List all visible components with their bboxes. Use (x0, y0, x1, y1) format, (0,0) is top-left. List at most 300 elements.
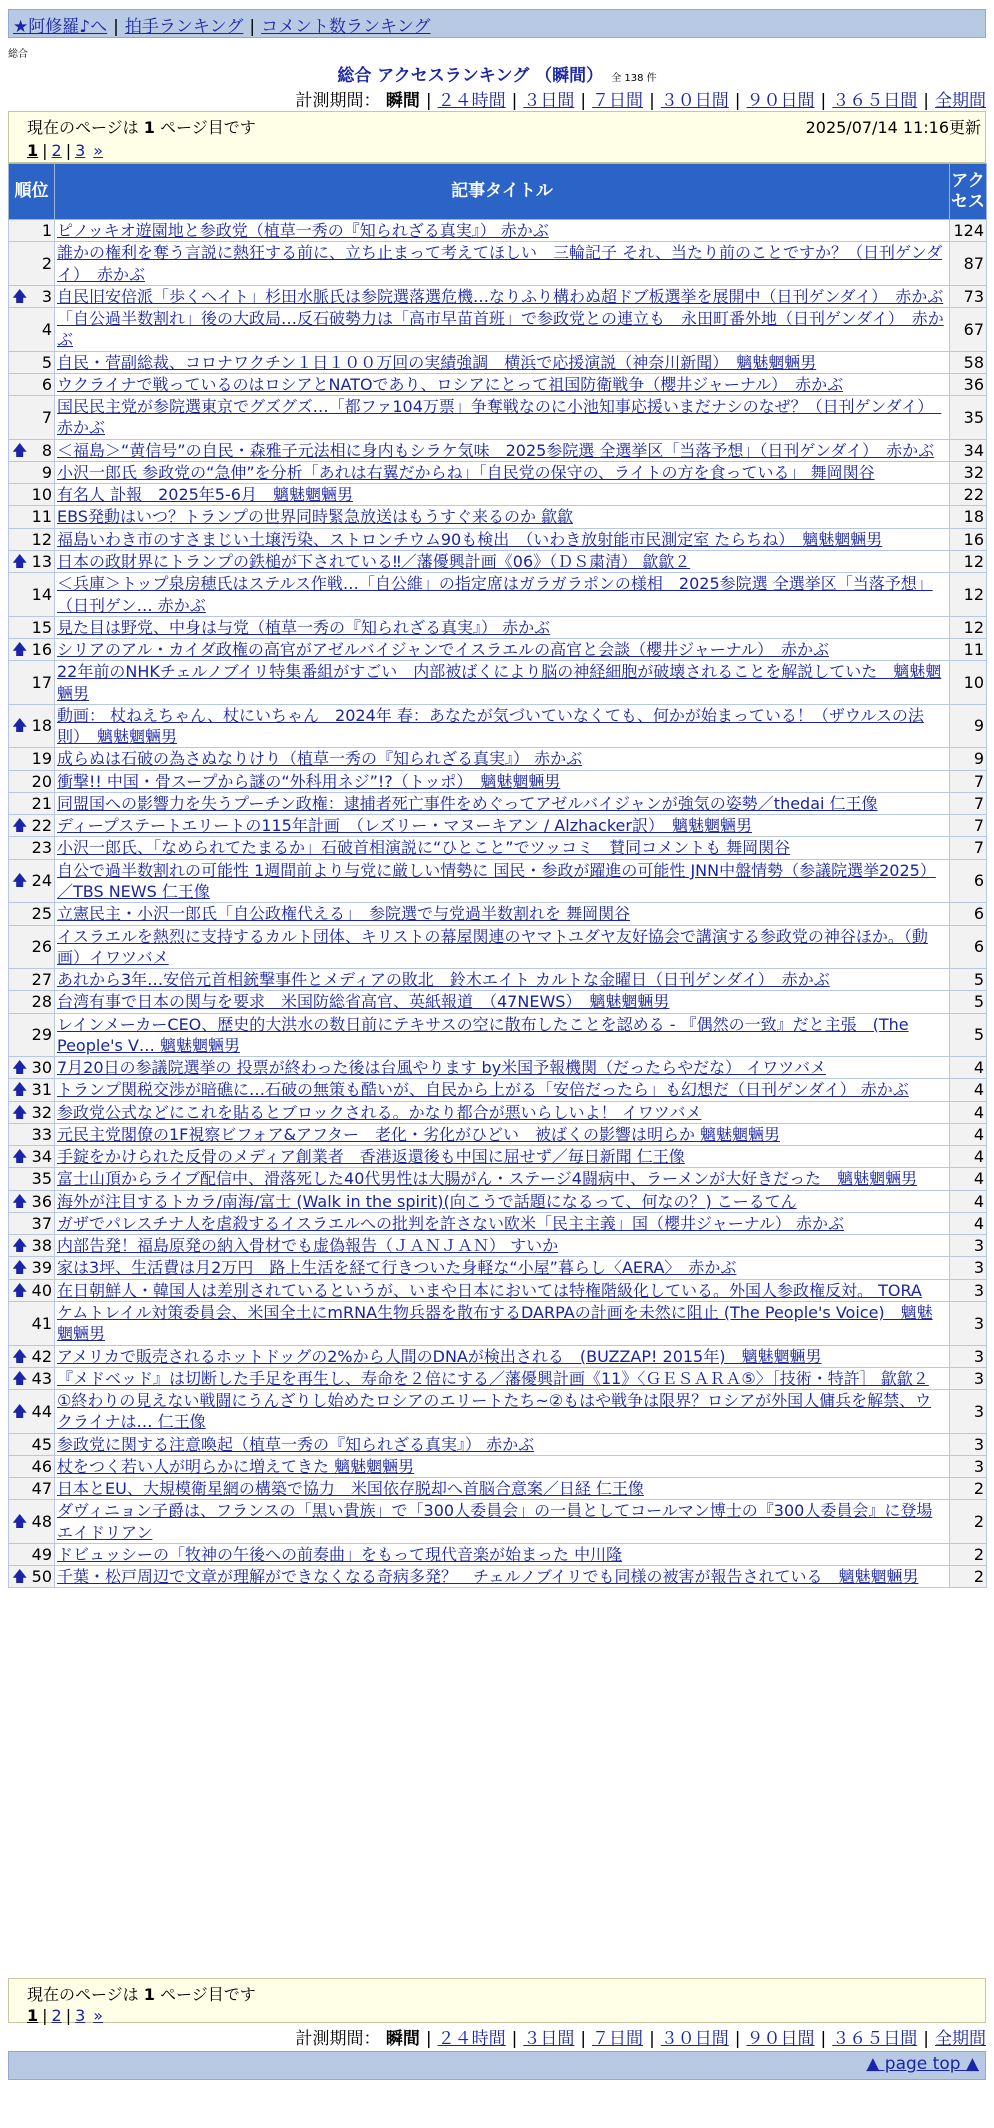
period-3d-link[interactable]: ３日間 (523, 91, 575, 111)
access-count: 7 (950, 770, 987, 792)
title-cell (55, 1079, 950, 1101)
up-arrow-icon: 🡅 (12, 1191, 28, 1210)
table-row (9, 461, 987, 483)
table-row (9, 859, 987, 903)
access-count: 2 (950, 1500, 987, 1544)
rank-number: 12 (31, 529, 52, 549)
rank-number: 23 (31, 838, 52, 858)
rank-cell (9, 1257, 55, 1279)
article-link[interactable]: 手錠をかけられた反骨のメディア創業者 香港返還後も中国に屈せず／毎日新聞 仁王像 (57, 1147, 685, 1167)
title-cell (55, 528, 950, 550)
up-arrow-icon: 🡅 (12, 1567, 28, 1586)
table-row (9, 396, 987, 440)
rank-number: 44 (31, 1401, 52, 1421)
up-arrow-icon: 🡅 (12, 1080, 28, 1099)
access-count: 4 (950, 1101, 987, 1123)
table-row (9, 991, 987, 1013)
title-cell (55, 792, 950, 814)
access-count: 35 (950, 396, 987, 440)
table-row (9, 1168, 987, 1190)
article-link[interactable]: 「自公過半数割れ」後の大政局…反石破勢力は「高市早苗首班」で参政党との連立も 永田町番外地（日刊ゲンダイ） 赤かぶ (57, 309, 944, 350)
rank-number: 14 (31, 584, 52, 604)
title-cell (55, 748, 950, 770)
period-90d-link[interactable]: ９０日間 (746, 91, 815, 111)
access-count: 12 (950, 573, 987, 617)
title-cell (55, 1345, 950, 1367)
clap-ranking-link[interactable]: 拍手ランキング (124, 17, 244, 37)
table-row (9, 1367, 987, 1389)
rank-cell (9, 528, 55, 550)
access-count: 2 (950, 1478, 987, 1500)
article-link[interactable]: トランプ関税交渉が暗礁に…石破の無策も酷いが、自民から上がる「安倍だったら」も幻想だ（日刊ゲンダイ） 赤かぶ (57, 1080, 909, 1100)
article-link[interactable]: 自民・菅副総裁、コロナワクチン１日１００万回の実績強調 横浜で応援演説（神奈川新聞） 魑魅魍魎男 (57, 352, 817, 372)
rank-number: 43 (31, 1368, 52, 1388)
next-page-link[interactable]: » (93, 2006, 104, 2025)
access-count: 4 (950, 1079, 987, 1101)
rank-number: 13 (31, 551, 52, 571)
up-arrow-icon: 🡅 (12, 1512, 28, 1531)
rank-number: 37 (31, 1213, 52, 1233)
table-row (9, 550, 987, 572)
rank-cell (9, 396, 55, 440)
period-7d-link[interactable]: ７日間 (592, 2029, 644, 2049)
rank-cell (9, 859, 55, 903)
article-link[interactable]: 参政党公式などにこれを貼るとブロックされる。かなり都合が悪いらしいよ！ イワツバメ (57, 1102, 702, 1122)
title-cell (55, 1279, 950, 1301)
period-3d-link[interactable]: ３日間 (523, 2029, 575, 2049)
rank-number: 1 (41, 221, 52, 240)
rank-cell (9, 704, 55, 748)
access-count: 3 (950, 1390, 987, 1434)
page-links: 1 | 2 | 3 » (27, 2006, 104, 2025)
article-link[interactable]: 福島いわき市のすさまじい土壌汚染、ストロンチウム90も検出 （いわき放射能市民測定室 たらちね） 魑魅魍魎男 (57, 529, 883, 549)
article-link[interactable]: ケムトレイル対策委員会、米国全土にmRNA生物兵器を散布するDARPAの計画を未然に阻止 (The People's Voice) 魑魅魍魎男 (57, 1303, 933, 1344)
rank-number: 31 (31, 1080, 52, 1100)
article-link[interactable]: 衝撃!! 中国・骨スープから謎の“外科用ネジ”!?（トッポ） 魑魅魍魎男 (57, 771, 561, 791)
title-cell (55, 1101, 950, 1123)
rank-cell (9, 1212, 55, 1234)
nav-separator: | (249, 17, 256, 37)
article-link[interactable]: 日本の政財界にトランプの鉄槌が下されている‼／藩優興計画《06》（ＤＳ粛清） 歙歙２ (57, 551, 691, 571)
rank-cell (9, 1190, 55, 1212)
access-count: 4 (950, 1212, 987, 1234)
rank-cell (9, 1367, 55, 1389)
up-arrow-icon: 🡅 (12, 871, 28, 890)
up-arrow-icon: 🡅 (12, 1368, 28, 1387)
article-link[interactable]: 小沢一郎氏、「なめられてたまるか」石破首相演説に“ひとこと”でツッコミ 賛同コメントも 舞岡関谷 (57, 838, 791, 858)
rank-cell (9, 1057, 55, 1079)
table-row (9, 1146, 987, 1168)
period-24h-link[interactable]: ２４時間 (437, 2029, 506, 2049)
page-status: 現在のページは 1 ページ目です (27, 118, 256, 137)
access-count: 87 (950, 242, 987, 286)
table-row (9, 1190, 987, 1212)
article-link[interactable]: 『メドベッド』は切断した手足を再生し、寿命を２倍にする／藩優興計画《11》〈ＧＥＳＡＲＡ⑤〉［技術・特許］ 歙歙２ (57, 1368, 929, 1388)
period-30d-link[interactable]: ３０日間 (660, 91, 729, 111)
table-row (9, 1478, 987, 1500)
table-row (9, 285, 987, 307)
title-cell (55, 1390, 950, 1434)
period-7d-link[interactable]: ７日間 (592, 91, 644, 111)
access-count: 3 (950, 1455, 987, 1477)
table-row (9, 1455, 987, 1477)
rank-cell (9, 285, 55, 307)
page-3-link[interactable]: 3 (75, 141, 86, 160)
rank-number: 50 (31, 1567, 52, 1587)
article-link[interactable]: 同盟国への影響力を失うプーチン政権：逮捕者死亡事件をめぐってアゼルバイジャンが強気の姿勢／thedai 仁王像 (57, 793, 878, 813)
rank-cell (9, 1433, 55, 1455)
rank-cell (9, 1123, 55, 1145)
title-cell (55, 837, 950, 859)
period-365d-link[interactable]: ３６５日間 (832, 91, 918, 111)
article-link[interactable]: アメリカで販売されるホットドッグの2%から人間のDNAが検出される (BUZZAP! 2015年) 魑魅魍魎男 (57, 1346, 822, 1366)
title-cell (55, 506, 950, 528)
rank-cell (9, 351, 55, 373)
rank-number: 4 (41, 319, 52, 339)
up-arrow-icon: 🡅 (12, 1280, 28, 1299)
title-cell (55, 1013, 950, 1057)
access-count: 2 (950, 1543, 987, 1565)
table-row (9, 969, 987, 991)
article-link[interactable]: 千葉・松戸周辺で文章が理解ができなくなる奇病多発？ チェルノブイリでも同様の被害が報告されている 魑魅魍魎男 (57, 1567, 919, 1587)
title-cell (55, 1433, 950, 1455)
table-row (9, 1101, 987, 1123)
rank-cell (9, 550, 55, 572)
rank-cell (9, 1345, 55, 1367)
up-arrow-icon: 🡅 (12, 716, 28, 735)
up-arrow-icon: 🡅 (12, 286, 28, 305)
title-cell (55, 1057, 950, 1079)
period-all-link[interactable]: 全期間 (935, 91, 986, 111)
rank-number: 25 (31, 904, 52, 924)
access-count: 3 (950, 1433, 987, 1455)
table-row (9, 1212, 987, 1234)
title-cell (55, 461, 950, 483)
title-cell (55, 639, 950, 661)
rank-cell (9, 1235, 55, 1257)
rank-cell (9, 903, 55, 925)
table-row (9, 616, 987, 638)
page-title-text: 総合 アクセスランキング （瞬間） (337, 66, 604, 86)
rank-cell (9, 770, 55, 792)
table-row (9, 484, 987, 506)
ranking-table (8, 163, 987, 1588)
page-title (0, 61, 994, 86)
period-365d-link[interactable]: ３６５日間 (832, 2029, 918, 2049)
article-link[interactable]: 元民主党閣僚の1F視察ビフォア&アフター 老化・劣化がひどい 被ばくの影響は明らか 魑魅魍魎男 (57, 1124, 781, 1144)
article-link[interactable]: イスラエルを熱烈に支持するカルト団体、キリストの幕屋関連のヤマトユダヤ友好協会で講演する参政党の神谷ほか。（動画）イワツバメ (57, 926, 928, 967)
title-cell (55, 242, 950, 286)
table-row (9, 439, 987, 461)
access-count: 2 (950, 1566, 987, 1588)
rank-number: 22 (31, 816, 52, 836)
access-count: 12 (950, 616, 987, 638)
article-link[interactable]: 家は3坪、生活費は月2万円 路上生活を経て行きついた身軽な“小屋”暮らし〈AERA〉 赤かぶ (57, 1258, 737, 1278)
title-cell (55, 1257, 950, 1279)
top-nav-bar (8, 9, 986, 38)
rank-cell (9, 792, 55, 814)
access-count: 5 (950, 1013, 987, 1057)
title-cell (55, 1146, 950, 1168)
rank-number: 11 (31, 507, 52, 527)
rank-cell (9, 439, 55, 461)
title-cell (55, 1566, 950, 1588)
table-row (9, 837, 987, 859)
period-24h-link[interactable]: ２４時間 (437, 91, 506, 111)
article-link[interactable]: 7月20日の参議院選挙の 投票が終わった後は台風やります by米国予報機関（だったらやだな） イワツバメ (57, 1058, 826, 1078)
up-arrow-icon: 🡅 (12, 1401, 28, 1420)
page-current: 1 (27, 141, 39, 160)
article-link[interactable]: ①終わりの見えない戦闘にうんざりし始めたロシアのエリートたち~②もはや戦争は限界？ロシアが外国人傭兵を解禁、ウクライナは… 仁王像 (57, 1391, 932, 1432)
period-all-link[interactable]: 全期間 (935, 2029, 986, 2049)
category-label: 総合 (8, 49, 28, 60)
table-row (9, 528, 987, 550)
rank-number: 24 (31, 871, 52, 891)
table-row (9, 815, 987, 837)
access-count: 4 (950, 1123, 987, 1145)
rank-number: 35 (31, 1169, 52, 1189)
article-link[interactable]: ダヴィニョン子爵は、フランスの「黒い貴族」で「300人委員会」の一員としてコールマン博士の『300人委員会』に登場 エイドリアン (57, 1501, 933, 1542)
home-link[interactable]: ★阿修羅♪へ (13, 17, 108, 37)
title-cell (55, 1367, 950, 1389)
article-link[interactable]: ＜兵庫＞トップ泉房穂氏はステルス作戦…「自公維」の指定席はガラガラポンの様相 2025参院選 全選挙区「当落予想」（日刊ゲン… 赤かぶ (57, 574, 933, 615)
table-row (9, 506, 987, 528)
rank-number: 27 (31, 970, 52, 990)
access-count: 32 (950, 461, 987, 483)
access-count: 16 (950, 528, 987, 550)
page-2-link[interactable]: 2 (51, 141, 62, 160)
up-arrow-icon: 🡅 (12, 1258, 28, 1277)
title-cell (55, 1235, 950, 1257)
rank-number: 7 (41, 407, 52, 427)
nav-separator: | (113, 17, 119, 37)
rank-cell (9, 506, 55, 528)
access-header: アクセス (950, 164, 987, 220)
comment-ranking-link[interactable]: コメント数ランキング (261, 17, 431, 37)
access-count: 73 (950, 285, 987, 307)
article-link[interactable]: 誰かの権利を奪う言説に熱狂する前に、立ち止まって考えてほしい 三輪記子 それ、当たり前のことですか？（日刊ゲンダイ） 赤かぶ (57, 243, 943, 284)
table-row (9, 1279, 987, 1301)
table-row (9, 925, 987, 969)
rank-number: 40 (31, 1280, 52, 1300)
access-count: 22 (950, 484, 987, 506)
article-link[interactable]: 小沢一郎氏 参政党の“急伸”を分析「あれは右翼だからね」「自民党の保守の、ライトの方を食っている」 舞岡関谷 (57, 462, 875, 482)
article-link[interactable]: 自民旧安倍派「歩くヘイト」杉田水脈氏は参院選落選危機…なりふり構わぬ超ドブ板選挙を展開中（日刊ゲンダイ） 赤かぶ (57, 286, 944, 306)
next-page-link[interactable]: » (93, 141, 104, 160)
title-cell (55, 484, 950, 506)
article-link[interactable]: レインメーカーCEO、歴史的大洪水の数日前にテキサスの空に散布したことを認める - 『偶然の一致』だと主張 (The People's V… 魑魅魍魎男 (57, 1014, 909, 1055)
table-row (9, 1079, 987, 1101)
title-cell (55, 903, 950, 925)
article-link[interactable]: 有名人 訃報 2025年5-6月 魑魅魍魎男 (57, 485, 353, 505)
article-link[interactable]: ＜福島＞“黄信号”の自民・森雅子元法相に身内もシラケ気味 2025参院選 全選挙区「当落予想」（日刊ゲンダイ） 赤かぶ (57, 440, 935, 460)
period-30d-link[interactable]: ３０日間 (660, 2029, 729, 2049)
period-current: 瞬間 (385, 91, 420, 111)
access-count: 3 (950, 1367, 987, 1389)
title-cell (55, 1455, 950, 1477)
rank-number: 42 (31, 1346, 52, 1366)
rank-cell (9, 815, 55, 837)
title-cell (55, 439, 950, 461)
title-cell (55, 815, 950, 837)
title-cell (55, 1302, 950, 1346)
access-count: 3 (950, 1235, 987, 1257)
article-link[interactable]: 国民民主党が参院選東京でグズグズ…「都ファ104万票」争奪戦なのに小池知事応援いまだナシのなぜ？（日刊ゲンダイ） 赤かぶ (57, 397, 942, 438)
access-count: 6 (950, 925, 987, 969)
article-link[interactable]: 海外が注目するトカラ/南海/富士 (Walk in the spirit)(向こうで話題になるって、何なの？) こーるてん (57, 1191, 797, 1211)
article-link[interactable]: 動画： 杖ねえちゃん、杖にいちゃん 2024年 春：あなたが気づいていなくても、何かが始まっている！（ザウルスの法則） 魑魅魍魎男 (57, 705, 924, 747)
rank-number: 20 (31, 771, 52, 791)
rank-number: 49 (31, 1544, 52, 1564)
rank-number: 32 (31, 1102, 52, 1122)
table-row (9, 1500, 987, 1544)
access-count: 9 (950, 704, 987, 748)
rank-cell (9, 1500, 55, 1544)
rank-number: 36 (31, 1191, 52, 1211)
period-90d-link[interactable]: ９０日間 (746, 2029, 815, 2049)
up-arrow-icon: 🡅 (12, 551, 28, 570)
article-link[interactable]: 立憲民主・小沢一郎氏「自公政権代える」 参院選で与党過半数割れを 舞岡関谷 (57, 904, 631, 924)
title-cell (55, 285, 950, 307)
access-count: 34 (950, 439, 987, 461)
title-cell (55, 573, 950, 617)
up-arrow-icon: 🡅 (12, 816, 28, 835)
access-count: 10 (950, 661, 987, 705)
table-row (9, 1013, 987, 1057)
table-row (9, 1390, 987, 1434)
article-link[interactable]: ガザでパレスチナ人を虐殺するイスラエルへの批判を許さない欧米「民主主義」国（櫻井ジャーナル） 赤かぶ (57, 1213, 845, 1233)
title-cell (55, 308, 950, 352)
article-link[interactable]: 台湾有事で日本の関与を要求 米国防総省高官、英紙報道 （47NEWS） 魑魅魍魎男 (57, 992, 670, 1012)
rank-number: 10 (31, 485, 52, 505)
article-link[interactable]: 参政党に関する注意喚起（植草一秀の『知られざる真実』） 赤かぶ (57, 1434, 535, 1454)
article-link[interactable]: ディープステートエリートの115年計画 （レズリー・マヌーキアン / Alzhacker訳） 魑魅魍魎男 (57, 816, 752, 836)
table-row (9, 661, 987, 705)
period-selector-top: 計測期間： 瞬間 | ２４時間 | ３日間 | ７日間 | ３０日間 | ９０日間 | ３６５日間 | 全期間 (295, 91, 986, 111)
rank-cell (9, 925, 55, 969)
access-count: 7 (950, 815, 987, 837)
rank-number: 18 (31, 716, 52, 736)
article-link[interactable]: 内部告発！福島原発の納入骨材でも虚偽報告（ＪＡＮＪＡＮ） すいか (57, 1236, 559, 1256)
title-cell (55, 704, 950, 748)
table-row (9, 1345, 987, 1367)
access-count: 5 (950, 991, 987, 1013)
article-link[interactable]: 見た目は野党、中身は与党（植草一秀の『知られざる真実』） 赤かぶ (57, 617, 551, 637)
article-link[interactable]: 成らぬは石破の為さぬなりけり（植草一秀の『知られざる真実』） 赤かぶ (57, 749, 583, 769)
page-2-link[interactable]: 2 (51, 2006, 62, 2025)
article-link[interactable]: ドビュッシーの「牧神の午後への前奏曲」をもって現代音楽が始まった 中川隆 (57, 1544, 623, 1564)
article-link[interactable]: ピノッキオ遊園地と参政党（植草一秀の『知られざる真実』） 赤かぶ (57, 221, 549, 240)
period-label: 計測期間： (295, 2029, 381, 2049)
title-cell (55, 1212, 950, 1234)
article-link[interactable]: 日本とEU、大規模衛星網の構築で協力 米国依存脱却へ首脳合意案／日経 仁王像 (57, 1479, 644, 1499)
up-arrow-icon: 🡅 (12, 640, 28, 659)
access-count: 36 (950, 373, 987, 395)
rank-number: 45 (31, 1434, 52, 1454)
rank-number: 17 (31, 672, 52, 692)
pager-top (8, 111, 986, 163)
rank-number: 8 (41, 440, 52, 460)
access-count: 4 (950, 1168, 987, 1190)
page-current: 1 (27, 2006, 39, 2025)
up-arrow-icon: 🡅 (12, 1346, 28, 1365)
rank-number: 47 (31, 1479, 52, 1499)
up-arrow-icon: 🡅 (12, 1102, 28, 1121)
rank-number: 46 (31, 1456, 52, 1476)
article-link[interactable]: 富士山頂からライブ配信中、滑落死した40代男性は大腸がん・ステージ4闘病中、ラーメンが大好きだった 魑魅魍魎男 (57, 1169, 918, 1189)
title-cell (55, 1123, 950, 1145)
updated-timestamp: 2025/07/14 11:16更新 (805, 118, 981, 137)
rank-cell (9, 1013, 55, 1057)
access-count: 3 (950, 1279, 987, 1301)
rank-cell (9, 461, 55, 483)
rank-cell (9, 1302, 55, 1346)
table-row (9, 1057, 987, 1079)
article-link[interactable]: あれから3年…安倍元首相銃撃事件とメディアの敗北 鈴木エイト カルトな金曜日（日刊ゲンダイ） 赤かぶ (57, 970, 830, 990)
rank-cell (9, 1146, 55, 1168)
rank-number: 9 (41, 462, 52, 482)
title-cell (55, 770, 950, 792)
article-link[interactable]: 在日朝鮮人・韓国人は差別されているというが、いまや日本においては特権階級化している。外国人参政権反対。 TORA (57, 1280, 922, 1300)
access-count: 3 (950, 1257, 987, 1279)
access-count: 7 (950, 792, 987, 814)
table-row (9, 770, 987, 792)
rank-cell (9, 1279, 55, 1301)
rank-cell (9, 1101, 55, 1123)
rank-number: 39 (31, 1258, 52, 1278)
title-cell (55, 1168, 950, 1190)
up-arrow-icon: 🡅 (12, 1147, 28, 1166)
table-row (9, 1235, 987, 1257)
rank-number: 48 (31, 1512, 52, 1532)
rank-cell (9, 748, 55, 770)
footer-bar (8, 2051, 986, 2080)
rank-cell (9, 991, 55, 1013)
title-cell (55, 220, 950, 242)
article-link[interactable]: シリアのアル・カイダ政権の高官がアゼルバイジャンでイスラエルの高官と会談（櫻井ジャーナル） 赤かぶ (57, 640, 830, 660)
table-row (9, 903, 987, 925)
table-row (9, 1123, 987, 1145)
access-count: 4 (950, 1057, 987, 1079)
period-selector-bottom: 計測期間： 瞬間 | ２４時間 | ３日間 | ７日間 | ３０日間 | ９０日間 | ３６５日間 | 全期間 (295, 2029, 986, 2049)
access-count: 7 (950, 837, 987, 859)
title-cell (55, 373, 950, 395)
rank-cell (9, 308, 55, 352)
rank-number: 29 (31, 1025, 52, 1045)
rank-number: 38 (31, 1236, 52, 1256)
article-link[interactable]: EBS発動はいつ？トランプの世界同時緊急放送はもうすぐ来るのか 歙歙 (57, 507, 574, 527)
page-top-link[interactable]: ▲ page top ▲ (866, 2054, 979, 2074)
access-count: 5 (950, 969, 987, 991)
article-link[interactable]: 杖をつく若い人が明らかに増えてきた 魑魅魍魎男 (57, 1456, 415, 1476)
title-header: 記事タイトル (55, 164, 950, 220)
rank-cell (9, 616, 55, 638)
page-links: 1 | 2 | 3 » (27, 141, 104, 160)
table-row (9, 1302, 987, 1346)
page-3-link[interactable]: 3 (75, 2006, 86, 2025)
title-cell (55, 1543, 950, 1565)
access-count: 11 (950, 639, 987, 661)
table-row (9, 242, 987, 286)
rank-cell (9, 484, 55, 506)
article-link[interactable]: 22年前のNHKチェルノブイリ特集番組がすごい 内部被ばくにより脳の神経細胞が破壊されることを解説していた 魑魅魍魎男 (57, 662, 942, 703)
rank-cell (9, 1566, 55, 1588)
access-count: 3 (950, 1345, 987, 1367)
rank-number: 30 (31, 1058, 52, 1078)
article-link[interactable]: 自公で過半数割れの可能性 1週間前より与党に厳しい情勢に 国民・参政が躍進の可能性 JNN中盤情勢（参議院選挙2025）／TBS NEWS 仁王像 (57, 860, 936, 901)
article-link[interactable]: ウクライナで戦っているのはロシアとNATOであり、ロシアにとって祖国防衛戦争（櫻井ジャーナル） 赤かぶ (57, 374, 844, 394)
access-count: 6 (950, 859, 987, 903)
